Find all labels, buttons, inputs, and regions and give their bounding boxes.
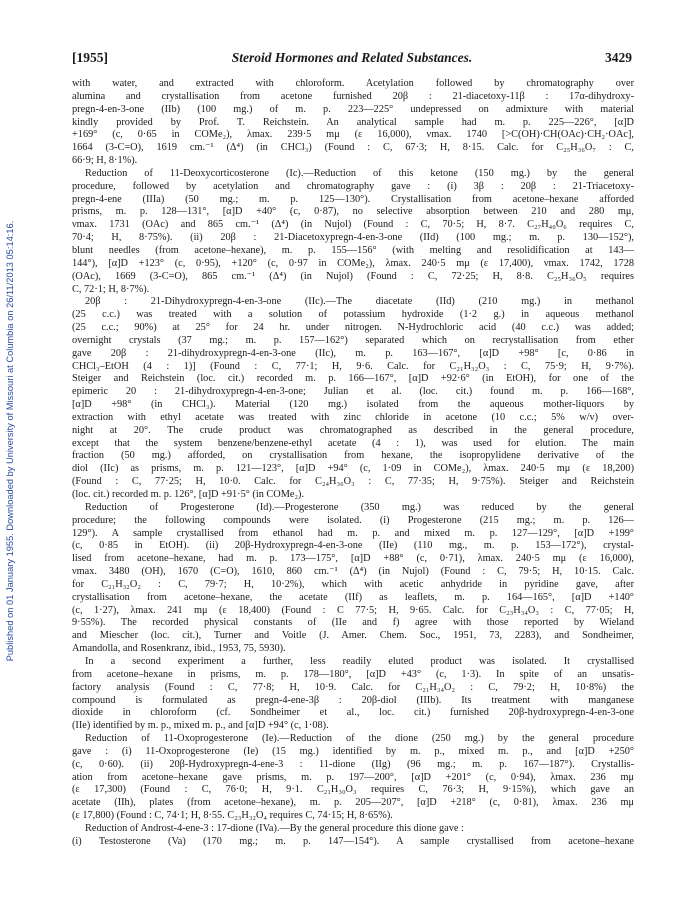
text-line: Steiger and Reichstein (loc. cit.) recorded m. p. 166—167°, [α]D +92·6° (in EtOH), for one of the: [72, 373, 634, 385]
text-line: alumina and crystallisation from acetone furnished 20β : 21-diacetoxy-11β : 17α-dihydroxy-: [72, 90, 634, 102]
text-line: night at 20°. The crude product was chromatographed as described in the general procedure,: [72, 424, 634, 436]
text-line: and Miescher (loc. cit.), Turner and Voitle (J. Amer. Chem. Soc., 1951, 73, 2283), and Sondheimer,: [72, 630, 634, 642]
text-line: compound is formulated as pregn-4-ene-3β : 20β-diol (IIIb). Its treatment with manganese: [72, 694, 634, 706]
text-line: (ε 17,300) (Found : C, 76·0; H, 9·1. C₂₁H₃₀O₃ requires C, 76·3; H, 9·15%), which gave an: [72, 784, 634, 796]
text-line: lised from acetone–hexane, had m. p. 173—175°, [α]D +88° (c, 0·71), λmax. 240·5 mμ (ε 16,000),: [72, 553, 634, 565]
text-line: +169° (c, 0·65 in COMe₂), λmax. 239·5 mμ (ε 16,000), νmax. 1740 [>C(OH)·CH(OAc)·CH₂·OAc],: [72, 129, 634, 141]
text-line: 70·4; H, 8·75%). (ii) 20β : 21-Diacetoxypregn-4-en-3-one (IId) (100 mg.; m. p. 130—152°),: [72, 232, 634, 244]
text-line: (25 c.c.) was treated with a solution of potassium hydroxide (1·2 g.) in aqueous methanol: [72, 309, 634, 321]
text-line: overnight crystals (37 mg.; m. p. 157—162°) separated which on recrystallisation from ether: [72, 334, 634, 346]
header-year: [1955]: [72, 50, 108, 65]
text-line: gave : (i) 11-Oxoprogesterone (Ie) (15 mg.) identified by m. p., mixed m. p., and [α]D +250°: [72, 745, 634, 757]
text-line: (IIe) identified by m. p., mixed m. p., and [α]D +94° (c, 1·08).: [72, 720, 329, 732]
text-line: except that the system benzene/benzene-ethyl acetate (4 : 1), was used for elution. The main: [72, 437, 634, 449]
text-line: 1664 (3-C=O), 1619 cm.⁻¹ (Δ⁴) (in CHCl₃) (Found : C, 67·3; H, 8·15. Calc. for C₂₅H₃₆O₇ : C,: [72, 142, 634, 154]
text-line: crystallisation from acetone–hexane, the acetate (IIf) as leaflets, m. p. 164—165°, [α]D +140°: [72, 591, 634, 603]
header-title: Steroid Hormones and Related Substances.: [231, 50, 473, 65]
text-line: Reduction of Progesterone (Id).—Progesterone (350 mg.) was reduced by the general: [85, 501, 634, 513]
publication-side-note: [2, 96, 18, 786]
text-line: diol (IIc) as prisms, m. p. 121—123°, [α]D +94° (c, 1·09 in COMe₂), λmax. 240·5 mμ (ε 18,200): [72, 463, 634, 475]
text-line: with water, and extracted with chloroform. Acetylation followed by chromatography over: [72, 78, 634, 89]
page-header: [72, 50, 632, 68]
text-line: Amandolla, and Rosenkranz, ibid., 1953, 75, 5930).: [72, 643, 286, 655]
text-line: (25 c.c.; 90%) at 25° for 24 hr. under nitrogen. N-Hydrochloric acid (40 c.c.) was added;: [72, 322, 634, 334]
text-line: procedure, followed by acetylation and chromatography gave : (i) 3β : 20β : 21-Triacetoxy-: [72, 180, 634, 192]
text-line: kindly provided by Prof. T. Reichstein. An analytical sample had m. p. 225—226°, [α]D: [72, 116, 634, 128]
text-line: pregn-4-en-3-one (IIb) (100 mg.) of m. p. 223—225° undepressed on admixture with material: [72, 103, 634, 115]
text-line: acetate (IIh), plates (from acetone–hexane), m. p. 205—207°, [α]D +218° (c, 0·81), λmax. 236 mμ: [72, 797, 634, 809]
text-line: ation from acetone–hexane gave prisms, m. p. 197—200°, [α]D +201° (c, 0·94), λmax. 236 mμ: [72, 771, 634, 783]
text-line: 9·55%). The recorded physical constants of (IIe and f) agree with those reported by Wieland: [72, 617, 634, 629]
text-line: (c, 0·85 in EtOH). (ii) 20β-Hydroxypregn-4-en-3-one (IIe) (110 mg., m. p. 153—172°), crystal-: [72, 540, 634, 552]
text-line: [α]D +98° (in CHCl₃). Material (120 mg.) isolated from the aqueous mother-liquors by: [72, 399, 634, 411]
text-line: (c, 0·60). (ii) 20β-Hydroxypregn-4-ene-3 : 11-dione (IIg) (96 mg.; m. p. 167—187°). Crystallis-: [72, 758, 634, 770]
text-line: extraction with ethyl acetate was treated with zinc chloride in acetone (10 c.c.; 5% w/v) over-: [72, 411, 634, 423]
header-page-number: 3429: [605, 50, 632, 65]
text-line: (OAc), 1669 (3-C=O), 865 cm.⁻¹ (Δ⁴) (in Nujol) (Found : C, 72·25; H, 8·8. C₂₅H₃₆O₅ requires: [72, 270, 634, 282]
text-line: 66·9; H, 8·1%).: [72, 155, 138, 167]
text-line: blunt needles (from acetone–hexane), m. p. 155—156° (with melting and resolidification at 143—: [72, 244, 634, 256]
text-line: Reduction of Androst-4-ene-3 : 17-dione (IVa).—By the general procedure this dione gave :: [85, 822, 464, 834]
text-line: 144°), [α]D +123° (c, 0·95), +120° (c, 0·97 in COMe₂), λmax. 240·5 mμ (ε 17,400), νmax. 1742, 1728: [72, 257, 634, 269]
text-line: from acetone–hexane in prisms, m. p. 178—180°, [α]D +43° (c, 1·3). In spite of an unsatis-: [72, 668, 634, 680]
text-line: (loc. cit.) recorded m. p. 126°, [α]D +91·5° (in COMe₂).: [72, 489, 305, 500]
text-line: factory analysis (Found : C, 77·8; H, 10·9. Calc. for C₂₁H₃₄O₂ : C, 79·2; H, 10·8%) the: [72, 681, 634, 693]
article-body: [72, 78, 634, 849]
text-line: νmax. 3480 (OH), 1670 (C=O), 1610, 860 cm.⁻¹ (Δ⁴) (in Nujol) (Found : C, 79·5; H, 10·15. Calc.: [72, 566, 634, 578]
text-line: dioxide in chloroform (cf. Sondheimer et al., loc. cit.) furnished 20β-hydroxypregn-4-en-3-one: [72, 707, 634, 719]
text-line: C, 72·1; H, 8·7%).: [72, 283, 150, 295]
text-line: epimeric 20 : 21-dihydroxypregn-4-en-3-one; Julian et al. (loc. cit.) found m. p. 166—168°,: [72, 386, 634, 398]
text-line: CHCl₃–EtOH (4 : 1)] (Found : C, 77·1; H, 9·6. Calc. for C₂₁H₃₂O₃ : C, 75·9; H, 9·7%).: [72, 360, 634, 372]
text-line: (ε 17,800) (Found : C, 74·1; H, 8·55. C₂₃H₃₂O₄ requires C, 74·15; H, 8·65%).: [72, 810, 393, 822]
text-line: procedure; the following compounds were isolated. (i) Progesterone (215 mg.; m. p. 126—: [72, 514, 634, 526]
text-line: Reduction of 11-Oxoprogesterone (Ie).—Reduction of the dione (250 mg.) by the general procedure: [85, 733, 634, 745]
text-line: In a second experiment a further, less readily eluted product was isolated. It crystallised: [85, 655, 634, 667]
text-line: fraction (50 mg.) afforded, on crystallisation from hexane, the isopropylidene derivative of the: [72, 450, 634, 462]
publication-side-note-text: Published on 01 January 1955. Downloaded by University of Missouri at Columbia on 26/11/2013 05:14:16.: [5, 220, 15, 662]
text-line: 129°). A sample crystallised from ethanol had m. p. and mixed m. p. 127—129°, [α]D +199°: [72, 527, 634, 539]
text-line: for C₂₁H₃₂O₂ : C, 79·7; H, 10·2%), which with acetic anhydride in pyridine gave, after: [72, 578, 634, 590]
text-line: (i) Testosterone (Va) (170 mg.; m. p. 147—154°). A sample crystallised from acetone–hexane: [72, 835, 634, 847]
text-line: νmax. 1731 (OAc) and 865 cm.⁻¹ (Δ⁴) (in Nujol) (Found : C, 70·5; H, 8·7. C₂₇H₄₀O₆ requires C,: [72, 219, 634, 231]
text-line: (c, 1·27), λmax. 241 mμ (ε 18,400) (Found : C 77·5; H, 9·65. Calc. for C₂₃H₃₄O₃ : C, 77·05; H,: [72, 604, 634, 616]
text-line: (Found : C, 77·25; H, 10·0. Calc. for C₂₄H₃₆O₃ : C, 77·35; H, 9·75%). Steiger and Reichstein: [72, 476, 634, 488]
text-line: prisms, m. p. 128—131°, [α]D +40° (c, 0·87), no selective absorption between 210 and 280 mμ,: [72, 206, 634, 218]
text-line: 20β : 21-Dihydroxypregn-4-en-3-one (IIc).—The diacetate (IId) (210 mg.) in methanol: [85, 296, 634, 308]
text-line: pregn-4-ene (IIIa) (50 mg.; m. p. 125—130°). Crystallisation from acetone–hexane afforded: [72, 193, 634, 205]
text-line: Reduction of 11-Deoxycorticosterone (Ic).—Reduction of this ketone (150 mg.) by the general: [85, 167, 634, 179]
text-line: gave 20β : 21-dihydroxypregn-4-en-3-one (IIc), m. p. 163—167°, [α]D +98° [c, 0·86 in: [72, 347, 634, 359]
